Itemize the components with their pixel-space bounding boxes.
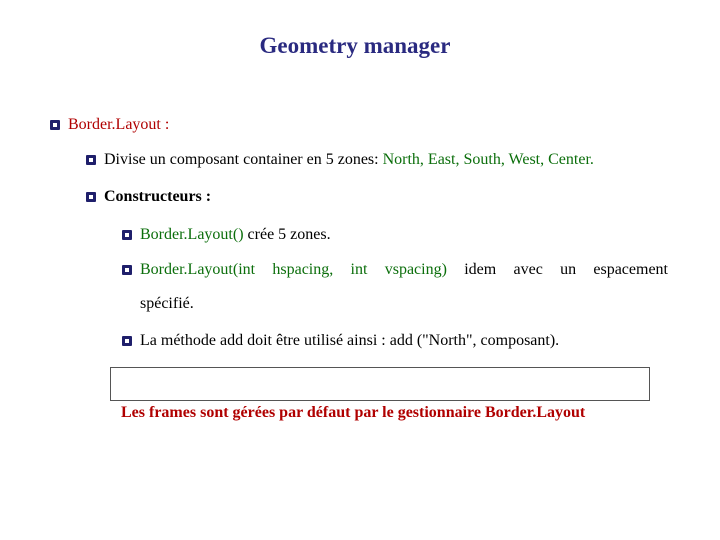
zones-list: North, East, South, West, Center. — [382, 151, 594, 168]
note-text: Les frames sont gérées par défaut par le gestionnaire Border.Layout — [121, 404, 586, 421]
constructeurs-label: Constructeurs : — [104, 188, 212, 205]
empty-box — [110, 367, 650, 401]
square-bullet-icon — [86, 192, 96, 202]
ctor-spacing-continuation: spécifié. — [140, 295, 194, 312]
bullet-ctor-spacing — [122, 260, 668, 280]
bullet-ctor-default — [122, 225, 331, 245]
ctor-spacing-text: idem avec un espacement — [446, 261, 668, 279]
square-bullet-icon — [86, 155, 96, 165]
square-bullet-icon — [50, 120, 60, 130]
square-bullet-icon — [122, 230, 132, 240]
ctor-default-code: Border.Layout() — [140, 226, 244, 243]
square-bullet-icon — [122, 265, 132, 275]
bullet-border-layout — [50, 115, 169, 135]
border-layout-label: Border.Layout : — [68, 116, 170, 133]
ctor-spacing-row — [140, 260, 668, 280]
bullet-divise — [86, 150, 594, 170]
divise-text: Divise un composant container en 5 zones: — [104, 151, 383, 168]
square-bullet-icon — [122, 336, 132, 346]
slide-title: Geometry manager — [259, 33, 451, 58]
method-add-text: La méthode add doit être utilisé ainsi : add ("North", composant). — [140, 332, 560, 349]
ctor-default-text: crée 5 zones. — [243, 226, 331, 243]
ctor-spacing-code: Border.Layout(int hspacing, int vspacing) — [140, 261, 447, 279]
bullet-method-add — [122, 331, 559, 351]
bullet-constructeurs — [86, 187, 211, 207]
